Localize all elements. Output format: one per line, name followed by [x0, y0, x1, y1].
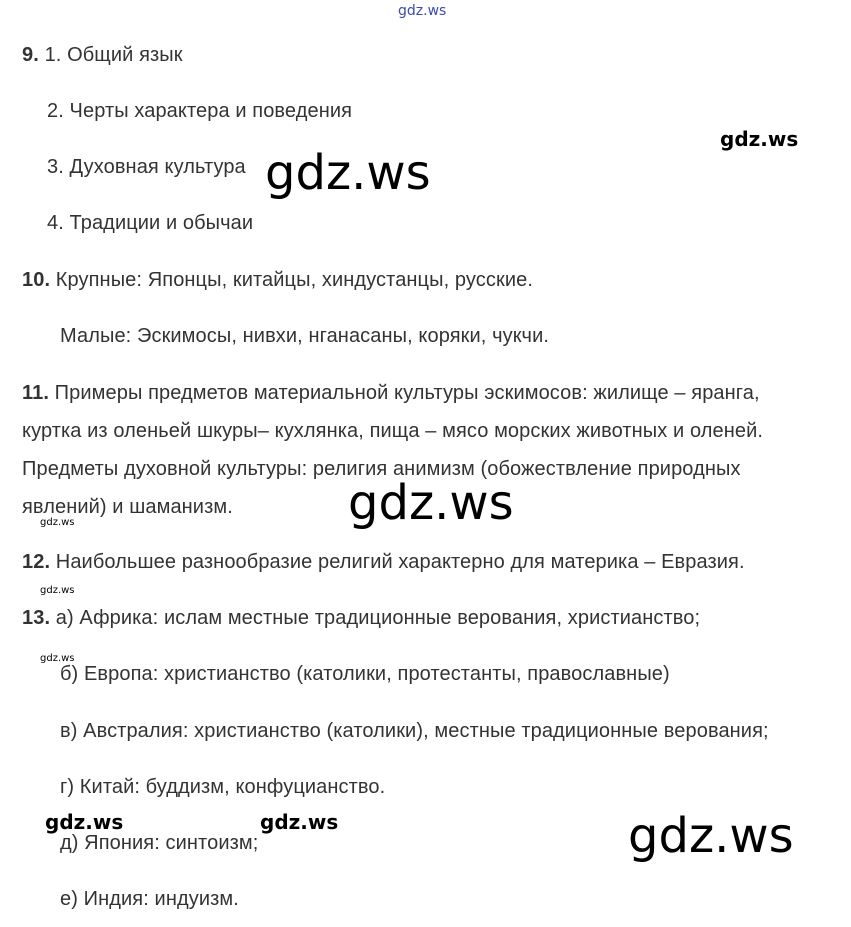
answer-9-line-4: 4. Традиции и обычаи [47, 212, 254, 234]
watermark-tiny: gdz.ws [40, 517, 75, 528]
answer-9-line-3: 3. Духовная культура [47, 156, 246, 178]
answer-10-line-1 [22, 268, 533, 292]
answer-12-line-1 [22, 550, 745, 574]
answer-11-line-4: явлений) и шаманизм. [22, 496, 233, 518]
answer-11-line-1 [22, 381, 760, 405]
answer-13-line-2: б) Европа: христианство (католики, протестанты, православные) [60, 663, 670, 685]
watermark-small: gdz.ws [45, 810, 124, 834]
answer-text: Примеры предметов материальной культуры эскимосов: жилище – яранга, [54, 382, 760, 404]
watermark-large: gdz.ws [628, 808, 794, 864]
watermark-large: gdz.ws [265, 145, 431, 201]
answer-text: Крупные: Японцы, китайцы, хиндустанцы, русские. [55, 269, 533, 291]
answer-13-line-3: в) Австралия: христианство (католики), местные традиционные верования; [60, 720, 769, 742]
answer-10-line-2: Малые: Эскимосы, нивхи, нганасаны, коряки, чукчи. [60, 325, 550, 347]
watermark-top: gdz.ws [398, 3, 447, 19]
answer-number: 11. [22, 382, 49, 404]
answer-9-line-1 [22, 43, 183, 67]
answer-text: Наибольшее разнообразие религий характерно для материка – Евразия. [55, 551, 745, 573]
answer-text: 1. Общий язык [44, 44, 183, 66]
watermark-small: gdz.ws [260, 810, 339, 834]
answer-13-line-5: д) Япония: синтоизм; [60, 832, 259, 854]
answer-9-line-2: 2. Черты характера и поведения [47, 100, 353, 122]
answer-13-line-1 [22, 606, 700, 630]
answer-number: 9. [22, 44, 39, 66]
watermark-tiny: gdz.ws [40, 653, 75, 664]
answer-number: 13. [22, 607, 51, 629]
answer-number: 12. [22, 551, 51, 573]
answer-11-line-3: Предметы духовной культуры: религия анимизм (обожествление природных [22, 458, 741, 480]
answer-11-line-2: куртка из оленьей шкуры– кухлянка, пища – мясо морских животных и оленей. [22, 420, 764, 442]
answer-13-line-6: е) Индия: индуизм. [60, 888, 239, 910]
answer-13-line-4: г) Китай: буддизм, конфуцианство. [60, 776, 386, 798]
watermark-tiny: gdz.ws [40, 585, 75, 596]
answer-text: а) Африка: ислам местные традиционные верования, христианство; [55, 607, 701, 629]
answer-number: 10. [22, 269, 51, 291]
watermark-large: gdz.ws [348, 475, 514, 531]
watermark-small: gdz.ws [720, 127, 799, 151]
